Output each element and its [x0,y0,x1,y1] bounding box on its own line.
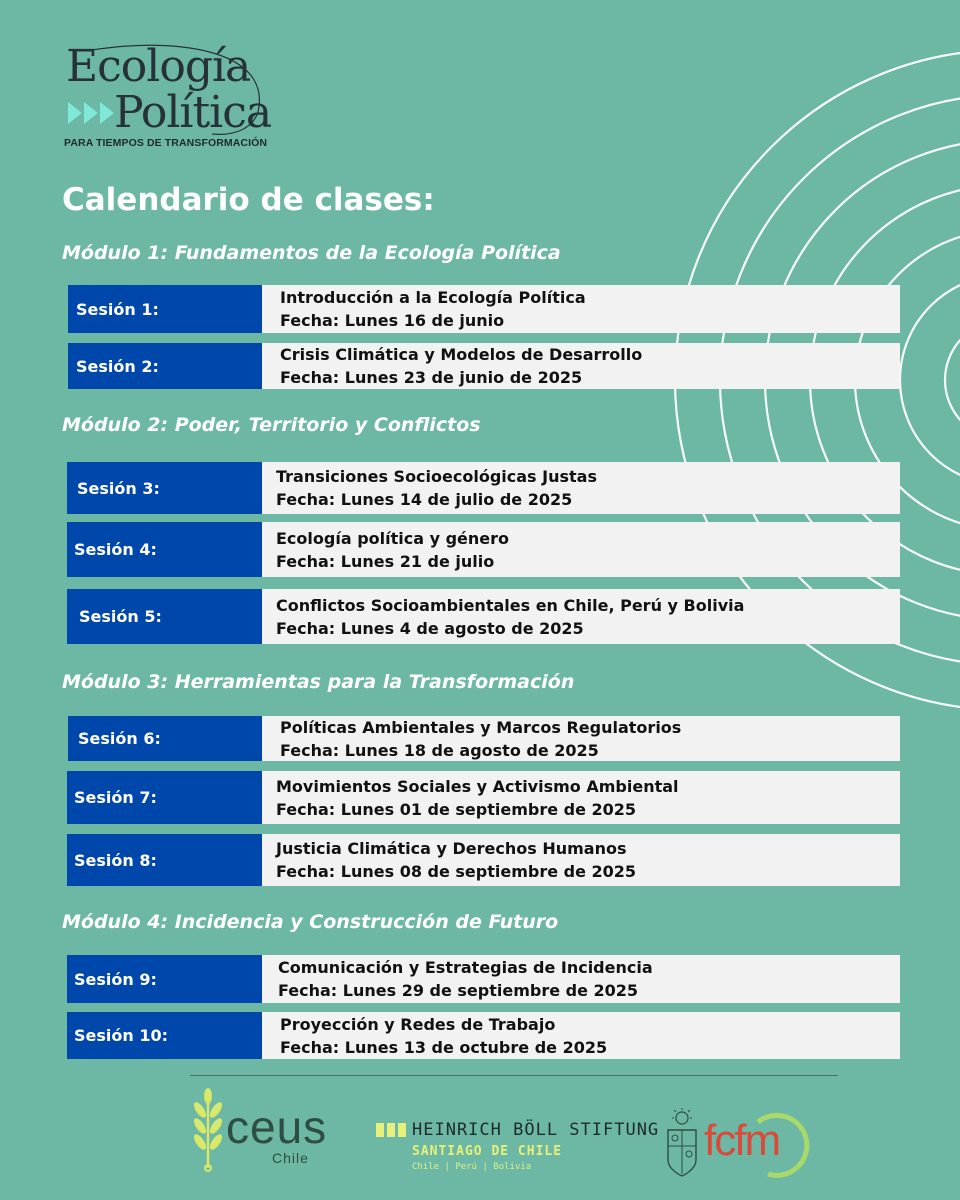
session-8-label: Sesión 8: [67,834,262,886]
module-1-title: Módulo 1: Fundamentos de la Ecología Política [62,242,561,264]
session-5-content [262,589,900,644]
session-9-date: Fecha: Lunes 29 de septiembre de 2025 [278,981,639,1000]
session-2-row [68,343,900,389]
logo-tagline: PARA TIEMPOS DE TRANSFORMACIÓN [64,137,268,149]
session-4-row [67,522,900,577]
session-1-row [68,285,900,333]
session-2-content [262,343,900,389]
session-8-row [67,834,900,886]
session-10-topic: Proyección y Redes de Trabajo [280,1014,556,1034]
session-10-label: Sesión 10: [67,1012,262,1059]
session-2-topic: Crisis Climática y Modelos de Desarrollo [280,345,643,364]
session-5-label: Sesión 5: [67,589,262,644]
session-3-date: Fecha: Lunes 14 de julio de 2025 [276,490,573,509]
session-6-content [262,716,900,761]
session-4-content [262,522,900,577]
session-2-label: Sesión 2: [68,343,262,389]
session-7-label: Sesión 7: [67,771,262,824]
session-1-label: Sesión 1: [68,285,262,333]
boll-name: HEINRICH BÖLL STIFTUNG [412,1120,660,1140]
session-8-topic: Justicia Climática y Derechos Humanos [276,839,627,858]
session-5-topic: Conflictos Socioambientales en Chile, Perú y Bolivia [276,595,745,615]
footer-divider [190,1075,838,1076]
boll-countries: Chile | Perú | Bolivia [412,1162,532,1172]
session-7-topic: Movimientos Sociales y Activismo Ambiental [276,776,679,796]
session-4-label: Sesión 4: [67,522,262,577]
uchile-fcfm-logo [664,1108,824,1180]
ceus-chile-logo [192,1088,332,1172]
session-7-row [67,771,900,824]
session-6-date: Fecha: Lunes 18 de agosto de 2025 [280,740,599,760]
session-6-topic: Políticas Ambientales y Marcos Regulatorios [280,717,682,737]
university-seal-icon [664,1108,700,1180]
session-6-row [68,716,900,761]
ceus-name: ceus [226,1101,328,1153]
session-8-content [262,834,900,886]
session-5-row [67,589,900,644]
boll-squares-icon [376,1123,408,1139]
session-9-content [262,955,900,1003]
session-7-date: Fecha: Lunes 01 de septiembre de 2025 [276,799,637,819]
session-10-date: Fecha: Lunes 13 de octubre de 2025 [280,1037,608,1057]
session-5-date: Fecha: Lunes 4 de agosto de 2025 [276,618,584,638]
boll-city: SANTIAGO DE CHILE [412,1144,563,1159]
session-6-label: Sesión 6: [68,716,262,761]
ecologia-politica-logo [62,42,292,152]
logo-title-line1: Ecología [66,41,251,92]
heinrich-boll-logo [376,1118,660,1178]
session-3-row [67,462,900,514]
session-1-date: Fecha: Lunes 16 de junio [280,311,505,330]
fast-forward-icon [68,100,118,126]
session-2-date: Fecha: Lunes 23 de junio de 2025 [280,368,583,387]
page-title: Calendario de clases: [62,182,435,218]
session-1-topic: Introducción a la Ecología Política [280,288,586,307]
session-7-content [262,771,900,824]
session-1-content [262,285,900,333]
logo-title-line2: Política [114,87,272,138]
module-4-title: Módulo 4: Incidencia y Construcción de Futuro [62,911,559,933]
session-4-date: Fecha: Lunes 21 de julio [276,551,495,571]
ceus-sub: Chile [272,1150,309,1166]
module-2-title: Módulo 2: Poder, Territorio y Conflictos [62,414,481,436]
session-3-content [262,462,900,514]
session-10-row [67,1012,900,1059]
session-8-date: Fecha: Lunes 08 de septiembre de 2025 [276,862,637,881]
session-4-topic: Ecología política y género [276,528,510,548]
session-10-content [262,1012,900,1059]
session-9-topic: Comunicación y Estrategias de Incidencia [278,958,653,977]
session-3-topic: Transiciones Socioecológicas Justas [276,467,597,486]
session-9-row [67,955,900,1003]
session-3-label: Sesión 3: [67,462,262,514]
session-9-label: Sesión 9: [67,955,262,1003]
fcfm-name: fcfm [704,1116,780,1165]
module-3-title: Módulo 3: Herramientas para la Transformación [62,671,575,693]
